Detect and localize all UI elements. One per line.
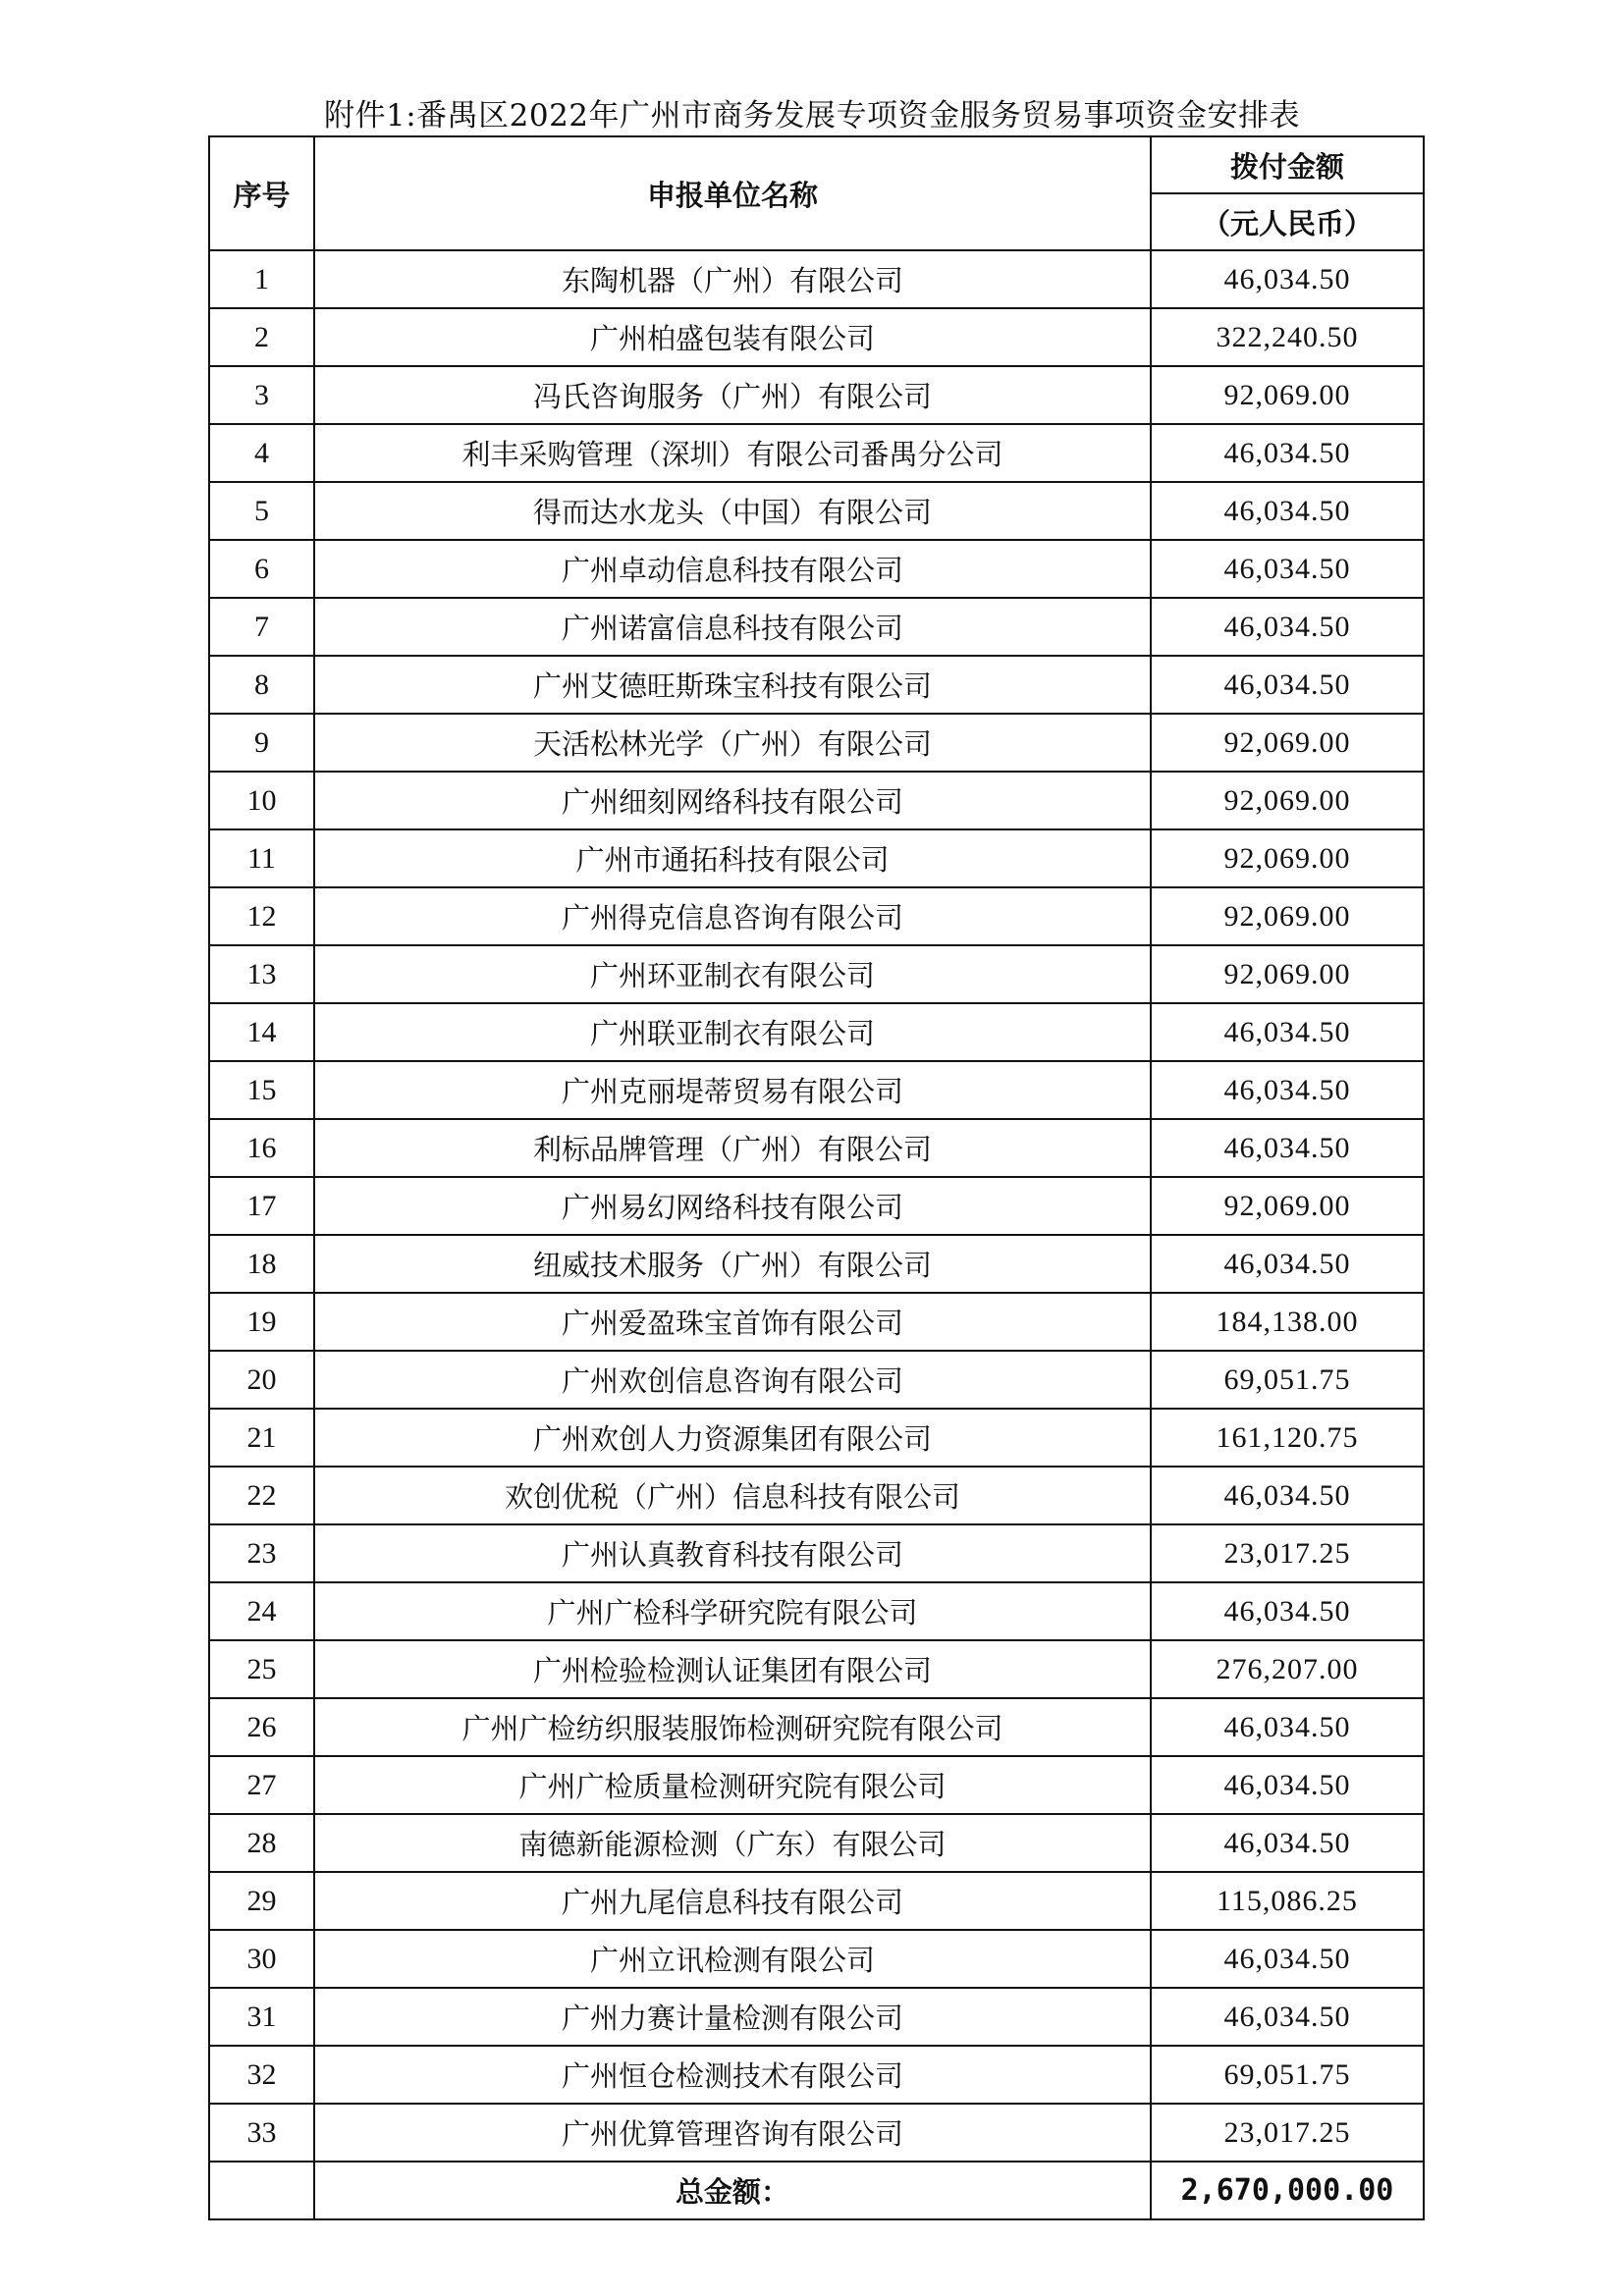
row-amount: 46,034.50 bbox=[1151, 424, 1424, 482]
row-name: 广州艾德旺斯珠宝科技有限公司 bbox=[314, 656, 1151, 714]
table-row bbox=[209, 1235, 1424, 1293]
row-amount: 46,034.50 bbox=[1151, 482, 1424, 540]
header-name: 申报单位名称 bbox=[314, 136, 1151, 250]
row-amount: 46,034.50 bbox=[1151, 1814, 1424, 1872]
row-amount: 46,034.50 bbox=[1151, 598, 1424, 656]
row-seq: 1 bbox=[209, 250, 314, 308]
row-name: 广州认真教育科技有限公司 bbox=[314, 1524, 1151, 1582]
total-label: 总金额： bbox=[314, 2162, 1151, 2219]
row-name: 广州立讯检测有限公司 bbox=[314, 1930, 1151, 1988]
header-amount: 拨付金额 bbox=[1151, 136, 1424, 193]
table-row bbox=[209, 1061, 1424, 1119]
table-row bbox=[209, 1003, 1424, 1061]
row-name: 广州联亚制衣有限公司 bbox=[314, 1003, 1151, 1061]
row-name: 广州爱盈珠宝首饰有限公司 bbox=[314, 1293, 1151, 1351]
table-footer bbox=[209, 2162, 1424, 2219]
row-name: 得而达水龙头（中国）有限公司 bbox=[314, 482, 1151, 540]
row-seq: 18 bbox=[209, 1235, 314, 1293]
table-row bbox=[209, 250, 1424, 308]
row-seq: 15 bbox=[209, 1061, 314, 1119]
table-row bbox=[209, 1467, 1424, 1524]
row-name: 广州力赛计量检测有限公司 bbox=[314, 1988, 1151, 2046]
row-amount: 92,069.00 bbox=[1151, 945, 1424, 1003]
table-row bbox=[209, 1351, 1424, 1409]
row-seq: 12 bbox=[209, 887, 314, 945]
row-name: 广州市通拓科技有限公司 bbox=[314, 829, 1151, 887]
row-name: 广州诺富信息科技有限公司 bbox=[314, 598, 1151, 656]
table-row bbox=[209, 366, 1424, 424]
row-amount: 69,051.75 bbox=[1151, 1351, 1424, 1409]
row-amount: 276,207.00 bbox=[1151, 1640, 1424, 1698]
table-row bbox=[209, 540, 1424, 598]
row-name: 天活松林光学（广州）有限公司 bbox=[314, 714, 1151, 772]
row-name: 广州九尾信息科技有限公司 bbox=[314, 1872, 1151, 1930]
row-amount: 92,069.00 bbox=[1151, 887, 1424, 945]
row-name: 广州卓动信息科技有限公司 bbox=[314, 540, 1151, 598]
row-seq: 20 bbox=[209, 1351, 314, 1409]
row-seq: 19 bbox=[209, 1293, 314, 1351]
row-seq: 32 bbox=[209, 2046, 314, 2104]
row-name: 欢创优税（广州）信息科技有限公司 bbox=[314, 1467, 1151, 1524]
table-row bbox=[209, 1119, 1424, 1177]
row-name: 广州克丽堤蒂贸易有限公司 bbox=[314, 1061, 1151, 1119]
row-name: 广州优算管理咨询有限公司 bbox=[314, 2104, 1151, 2162]
table-row bbox=[209, 1698, 1424, 1756]
row-seq: 9 bbox=[209, 714, 314, 772]
row-seq: 5 bbox=[209, 482, 314, 540]
table-row bbox=[209, 945, 1424, 1003]
row-amount: 184,138.00 bbox=[1151, 1293, 1424, 1351]
row-amount: 46,034.50 bbox=[1151, 1930, 1424, 1988]
row-amount: 46,034.50 bbox=[1151, 1003, 1424, 1061]
row-amount: 46,034.50 bbox=[1151, 250, 1424, 308]
row-seq: 25 bbox=[209, 1640, 314, 1698]
table-row bbox=[209, 772, 1424, 829]
row-name: 广州细刻网络科技有限公司 bbox=[314, 772, 1151, 829]
row-seq: 17 bbox=[209, 1177, 314, 1235]
page-title: 附件1:番禺区2022年广州市商务发展专项资金服务贸易事项资金安排表 bbox=[323, 98, 1301, 133]
table-header bbox=[209, 136, 1424, 250]
row-name: 广州欢创信息咨询有限公司 bbox=[314, 1351, 1151, 1409]
table-row bbox=[209, 2104, 1424, 2162]
row-seq: 3 bbox=[209, 366, 314, 424]
row-amount: 46,034.50 bbox=[1151, 1988, 1424, 2046]
table-row bbox=[209, 1756, 1424, 1814]
row-name: 广州易幻网络科技有限公司 bbox=[314, 1177, 1151, 1235]
total-value: 2,670,000.00 bbox=[1151, 2162, 1424, 2219]
row-name: 广州广检质量检测研究院有限公司 bbox=[314, 1756, 1151, 1814]
table-row bbox=[209, 1640, 1424, 1698]
table-row bbox=[209, 482, 1424, 540]
row-seq: 7 bbox=[209, 598, 314, 656]
row-name: 广州恒仓检测技术有限公司 bbox=[314, 2046, 1151, 2104]
table-row bbox=[209, 1582, 1424, 1640]
table-row bbox=[209, 656, 1424, 714]
row-seq: 4 bbox=[209, 424, 314, 482]
row-name: 广州环亚制衣有限公司 bbox=[314, 945, 1151, 1003]
row-seq: 13 bbox=[209, 945, 314, 1003]
table-row bbox=[209, 829, 1424, 887]
row-amount: 46,034.50 bbox=[1151, 1756, 1424, 1814]
row-amount: 92,069.00 bbox=[1151, 772, 1424, 829]
row-seq: 31 bbox=[209, 1988, 314, 2046]
row-name: 利标品牌管理（广州）有限公司 bbox=[314, 1119, 1151, 1177]
table-row bbox=[209, 598, 1424, 656]
table-row bbox=[209, 1524, 1424, 1582]
table-row bbox=[209, 1872, 1424, 1930]
row-amount: 46,034.50 bbox=[1151, 1698, 1424, 1756]
row-seq: 24 bbox=[209, 1582, 314, 1640]
header-seq: 序号 bbox=[209, 136, 314, 250]
funding-table bbox=[208, 135, 1425, 2220]
table-row bbox=[209, 1409, 1424, 1467]
row-amount: 46,034.50 bbox=[1151, 1061, 1424, 1119]
row-seq: 22 bbox=[209, 1467, 314, 1524]
row-name: 广州欢创人力资源集团有限公司 bbox=[314, 1409, 1151, 1467]
row-amount: 161,120.75 bbox=[1151, 1409, 1424, 1467]
row-seq: 16 bbox=[209, 1119, 314, 1177]
row-seq: 33 bbox=[209, 2104, 314, 2162]
row-amount: 46,034.50 bbox=[1151, 540, 1424, 598]
table-row bbox=[209, 308, 1424, 366]
table-body bbox=[209, 250, 1424, 2162]
row-name: 冯氏咨询服务（广州）有限公司 bbox=[314, 366, 1151, 424]
row-seq: 27 bbox=[209, 1756, 314, 1814]
row-seq: 14 bbox=[209, 1003, 314, 1061]
row-seq: 23 bbox=[209, 1524, 314, 1582]
row-seq: 21 bbox=[209, 1409, 314, 1467]
row-seq: 28 bbox=[209, 1814, 314, 1872]
row-name: 广州检验检测认证集团有限公司 bbox=[314, 1640, 1151, 1698]
row-name: 纽威技术服务（广州）有限公司 bbox=[314, 1235, 1151, 1293]
table-row bbox=[209, 887, 1424, 945]
header-unit: （元人民币） bbox=[1151, 193, 1424, 250]
row-amount: 46,034.50 bbox=[1151, 1119, 1424, 1177]
row-name: 广州得克信息咨询有限公司 bbox=[314, 887, 1151, 945]
row-seq: 29 bbox=[209, 1872, 314, 1930]
row-name: 东陶机器（广州）有限公司 bbox=[314, 250, 1151, 308]
row-amount: 69,051.75 bbox=[1151, 2046, 1424, 2104]
row-seq: 11 bbox=[209, 829, 314, 887]
row-seq: 8 bbox=[209, 656, 314, 714]
row-name: 利丰采购管理（深圳）有限公司番禺分公司 bbox=[314, 424, 1151, 482]
row-amount: 23,017.25 bbox=[1151, 1524, 1424, 1582]
row-seq: 30 bbox=[209, 1930, 314, 1988]
row-amount: 92,069.00 bbox=[1151, 1177, 1424, 1235]
row-amount: 92,069.00 bbox=[1151, 366, 1424, 424]
row-amount: 322,240.50 bbox=[1151, 308, 1424, 366]
row-amount: 46,034.50 bbox=[1151, 1235, 1424, 1293]
row-amount: 92,069.00 bbox=[1151, 829, 1424, 887]
row-seq: 26 bbox=[209, 1698, 314, 1756]
table-row bbox=[209, 424, 1424, 482]
row-amount: 46,034.50 bbox=[1151, 1467, 1424, 1524]
total-seq-cell bbox=[209, 2162, 314, 2219]
table-row bbox=[209, 1814, 1424, 1872]
table-row bbox=[209, 1988, 1424, 2046]
table-row bbox=[209, 1293, 1424, 1351]
table-row bbox=[209, 714, 1424, 772]
row-seq: 10 bbox=[209, 772, 314, 829]
row-amount: 115,086.25 bbox=[1151, 1872, 1424, 1930]
row-amount: 23,017.25 bbox=[1151, 2104, 1424, 2162]
row-amount: 46,034.50 bbox=[1151, 1582, 1424, 1640]
total-row bbox=[209, 2162, 1424, 2219]
table-row bbox=[209, 1177, 1424, 1235]
row-seq: 2 bbox=[209, 308, 314, 366]
row-amount: 92,069.00 bbox=[1151, 714, 1424, 772]
row-name: 广州广检纺织服装服饰检测研究院有限公司 bbox=[314, 1698, 1151, 1756]
row-name: 南德新能源检测（广东）有限公司 bbox=[314, 1814, 1151, 1872]
row-seq: 6 bbox=[209, 540, 314, 598]
row-name: 广州广检科学研究院有限公司 bbox=[314, 1582, 1151, 1640]
row-amount: 46,034.50 bbox=[1151, 656, 1424, 714]
row-name: 广州柏盛包装有限公司 bbox=[314, 308, 1151, 366]
table-row bbox=[209, 1930, 1424, 1988]
table-row bbox=[209, 2046, 1424, 2104]
